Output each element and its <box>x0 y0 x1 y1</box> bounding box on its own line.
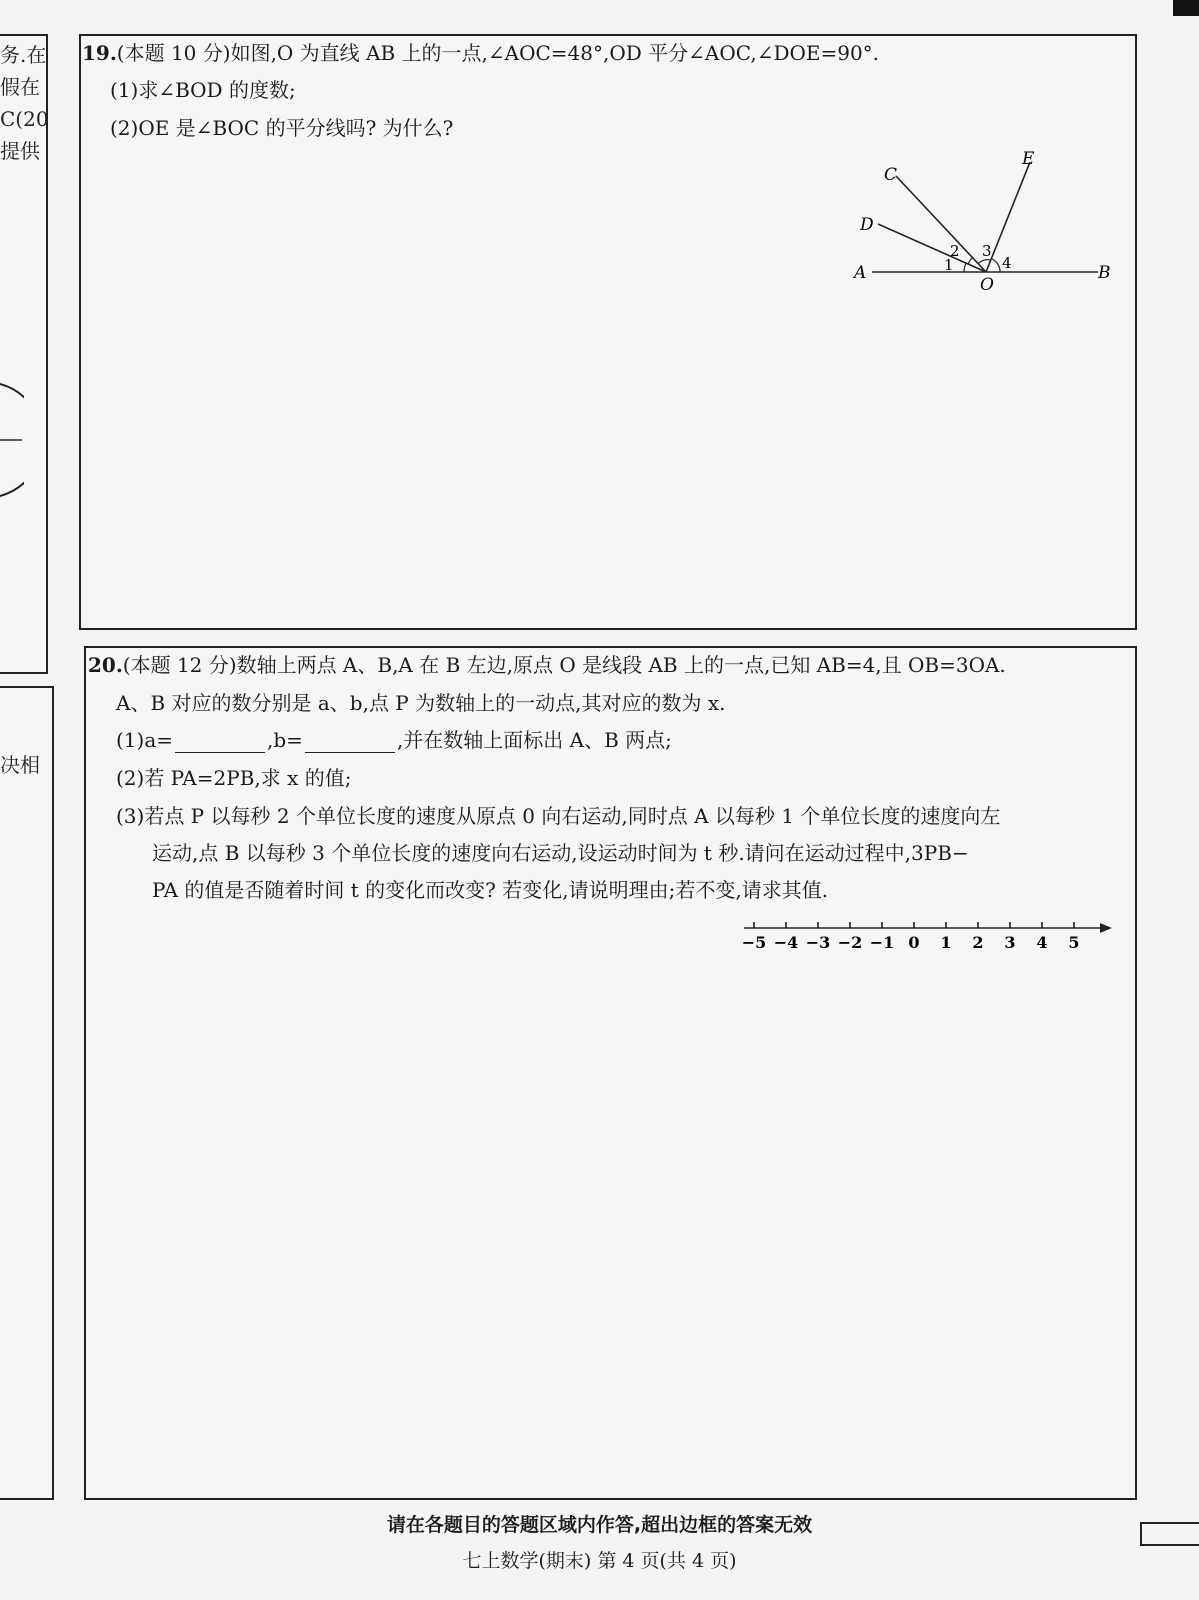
number-line-tick-label: 0 <box>908 933 920 952</box>
q20-part3-line3: PA 的值是否随着时间 t 的变化而改变? 若变化,请说明理由;若不变,请求其值. <box>152 878 829 902</box>
q19-angle-figure <box>850 148 1120 298</box>
label-B: B <box>1098 263 1111 283</box>
q20-line2: A、B 对应的数分别是 a、b,点 P 为数轴上的一动点,其对应的数为 x. <box>116 691 726 715</box>
label-E: E <box>1022 149 1035 169</box>
corner-mark <box>1173 0 1199 16</box>
q20-part1-b-label: ,b= <box>267 728 303 752</box>
number-line-tick-label: 1 <box>940 933 952 952</box>
number-line-tick-label: −4 <box>773 933 799 952</box>
left-fragment-3: C(20 <box>0 107 49 131</box>
q20-number-line <box>740 916 1120 960</box>
q19-line1 <box>82 40 879 66</box>
number-line-tick-label: −1 <box>869 933 895 952</box>
left-fragment-4: 提供 <box>0 139 40 163</box>
q20-part2: (2)若 PA=2PB,求 x 的值; <box>116 766 352 790</box>
q19-number: 19. <box>82 41 117 65</box>
angle-arc-3 <box>978 260 990 264</box>
q20-stem: (本题 12 分)数轴上两点 A、B,A 在 B 左边,原点 O 是线段 AB 上的一点,已知 AB=4,且 OB=3OA. <box>122 653 1006 677</box>
ray-OC <box>896 176 986 272</box>
number-line-tick-label: 4 <box>1036 933 1048 952</box>
ray-OD <box>878 224 986 272</box>
q19-part2: (2)OE 是∠BOC 的平分线吗? 为什么? <box>110 116 454 140</box>
left-fragment-2: 假在 <box>0 75 40 99</box>
q20-part3-line1: (3)若点 P 以每秒 2 个单位长度的速度从原点 0 向右运动,同时点 A 以每秒 1 个单位长度的速度向左 <box>116 804 1001 828</box>
label-D: D <box>860 215 874 235</box>
footer-notice: 请在各题目的答题区域内作答,超出边框的答案无效 <box>386 1514 813 1536</box>
label-A: A <box>854 263 867 283</box>
label-angle-2: 2 <box>950 242 960 260</box>
q20-part1-a-label: (1)a= <box>116 728 174 752</box>
q20-blank-b[interactable] <box>305 732 395 753</box>
q20-number: 20. <box>88 653 123 677</box>
q19-stem: (本题 10 分)如图,O 为直线 AB 上的一点,∠AOC=48°,OD 平分∠AOC,∠DOE=90°. <box>116 41 880 65</box>
number-line-tick-label: −3 <box>805 933 831 952</box>
number-line-tick-label: 3 <box>1004 933 1016 952</box>
q20-part1-tail: ,并在数轴上面标出 A、B 两点; <box>396 728 672 752</box>
label-angle-4: 4 <box>1002 254 1012 272</box>
left-partial-circle <box>0 380 24 500</box>
footer-page-info: 七上数学(期末) 第 4 页(共 4 页) <box>462 1550 737 1572</box>
angle-arc-2 <box>968 258 972 264</box>
q20-part3-line2: 运动,点 B 以每秒 3 个单位长度的速度向右运动,设运动时间为 t 秒.请问在运动过程中,3PB− <box>152 841 969 865</box>
number-line-tick-label: 2 <box>972 933 984 952</box>
left-fragment-5: 决相 <box>0 753 40 777</box>
left-fragment-1: 务.在 <box>0 43 47 67</box>
left-column-box-bottom <box>0 686 54 1500</box>
angle-arc-4 <box>992 259 1000 272</box>
label-C: C <box>884 165 898 185</box>
q19-part1: (1)求∠BOD 的度数; <box>110 78 296 102</box>
label-O: O <box>980 275 994 295</box>
number-line-arrow <box>1100 923 1112 933</box>
footer-right-box <box>1140 1522 1199 1546</box>
number-line-tick-label: 5 <box>1068 933 1080 952</box>
label-angle-3: 3 <box>982 242 992 260</box>
q20-part1 <box>116 727 672 753</box>
number-line-tick-label: −5 <box>741 933 767 952</box>
q20-blank-a[interactable] <box>175 732 265 753</box>
label-angle-1: 1 <box>944 256 954 274</box>
q20-line1 <box>88 652 1006 678</box>
angle-arc-1 <box>964 263 966 272</box>
number-line-tick-label: −2 <box>837 933 863 952</box>
